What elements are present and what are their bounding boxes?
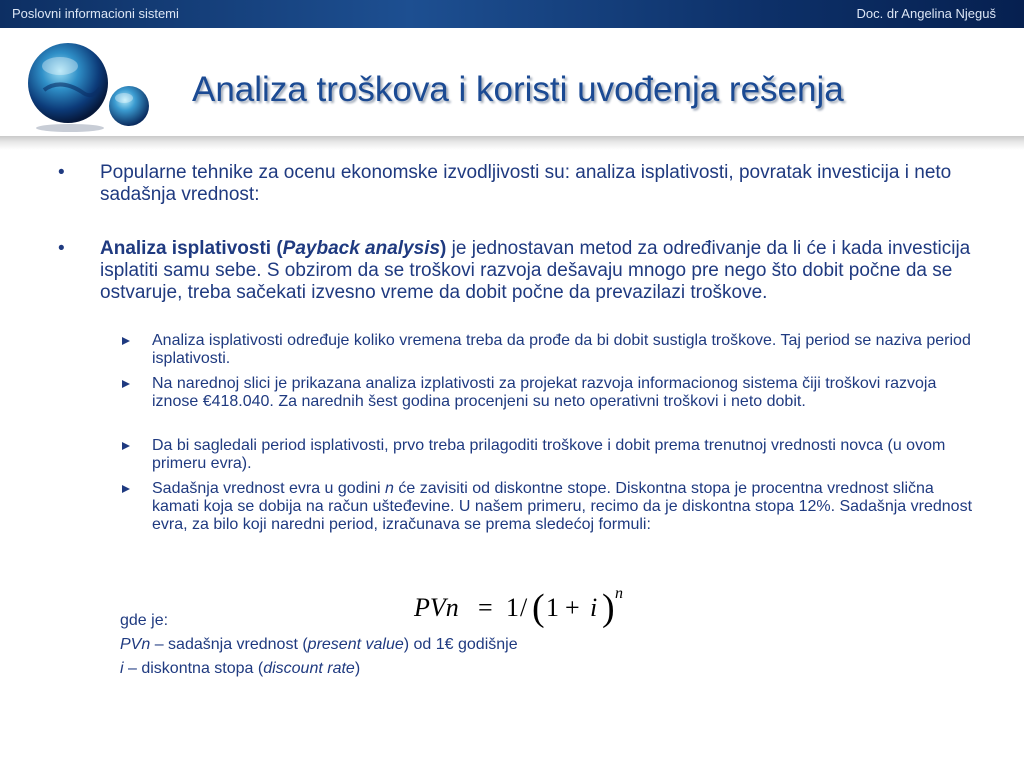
definition-term: discount rate [263,660,355,677]
present-value-formula [412,582,642,632]
course-name: Poslovni informacioni sistemi [12,6,179,21]
bullet-text: Popularne tehnike za ocenu ekonomske izvodljivosti su: analiza isplativosti, povratak investicija i neto sadašnja vrednost: [100,162,952,205]
formula-i: i [590,593,598,622]
definition-i [120,660,360,678]
definition-symbol: i [120,660,124,677]
formula-lparen: ( [532,587,545,629]
bullet-techniques [58,162,980,206]
triangle-bullet-icon [122,380,130,388]
formula-slash: / [520,593,528,622]
subbullet-text: Analiza isplativosti određuje koliko vremena treba da prođe da bi dobit sustigla troškove. Taj period se naziva period isplativosti. [152,332,971,367]
subbullet-present-value [152,480,972,534]
definition-symbol: PVn [120,636,151,653]
triangle-bullet-icon [122,485,130,493]
formula-plus: + [565,593,580,622]
subbullet-text-a: Sadašnja vrednost evra u godini [152,480,386,497]
definition-text: ) [354,660,361,677]
slide-title: Analiza troškova i koristi uvođenja rešenja [192,70,844,109]
header-divider [0,136,1024,150]
definition-text: – diskontna stopa ( [123,660,264,677]
formula-lhs: PVn [414,593,459,622]
bullet-text: je jednostavan metod za određivanje da li će i kada investicija isplatiti samu sebe. S obzirom da se troškovi razvoja dešavaju mnogo pre nego što dobit počne da se ostvaruje, treba sačekati izvesno vreme da dobit počne da prevazilazi troškove. [100,238,971,303]
triangle-bullet-icon [122,337,130,345]
formula-exponent: n [615,585,623,602]
definition-text: ) od 1€ godišnje [403,636,518,653]
definitions-intro: gde je: [120,612,169,629]
subbullet-next-slide [152,375,972,411]
slide-header [0,28,1024,136]
bullet-bold-close: ) [440,238,447,259]
bullet-dot-icon: • [58,238,65,259]
author-name: Doc. dr Angelina Njeguš [856,6,996,21]
formula-rparen: ) [602,587,615,629]
subbullet-text-b: će zavisiti od diskontne stope. Diskontna stopa je procentna vrednost slična kamati koja se dobija na račun ušteđevine. U našem primeru, recimo da je diskontna stopa 12%. Sadašnja vrednost evra, za bilo koji naredni period, izračunava se prema sledećoj formuli: [152,480,973,533]
bullet-payback [58,238,980,304]
triangle-bullet-icon [122,442,130,450]
formula-eq: = [478,593,493,622]
subbullet-italic-n: n [385,480,394,497]
bullet-dot-icon: • [58,162,65,183]
subbullet-adjust [152,437,972,473]
bullet-bold-italic-term: Payback analysis [282,238,441,259]
subbullet-text: Na narednoj slici je prikazana analiza izplativosti za projekat razvoja informacionog sistema čiji troškovi razvoja iznose €418.040. Za narednih šest godina procenjeni su neto operativni troškovi i neto dobit. [152,375,937,410]
formula-one2: 1 [546,593,559,622]
subbullet-text: Da bi sagledali period isplativosti, prvo treba prilagoditi troškove i dobit prema trenutnoj vrednosti novca (u ovom primeru evra). [152,437,946,472]
definition-term: present value [307,636,404,653]
subbullet-period [152,332,972,368]
formula-one: 1 [506,593,519,622]
definition-text: – sadašnja vrednost ( [150,636,308,653]
globe-logo-icon [26,42,156,134]
top-bar [0,0,1024,28]
definition-pvn [120,636,518,654]
bullet-bold-lead: Analiza isplativosti ( [100,238,283,259]
